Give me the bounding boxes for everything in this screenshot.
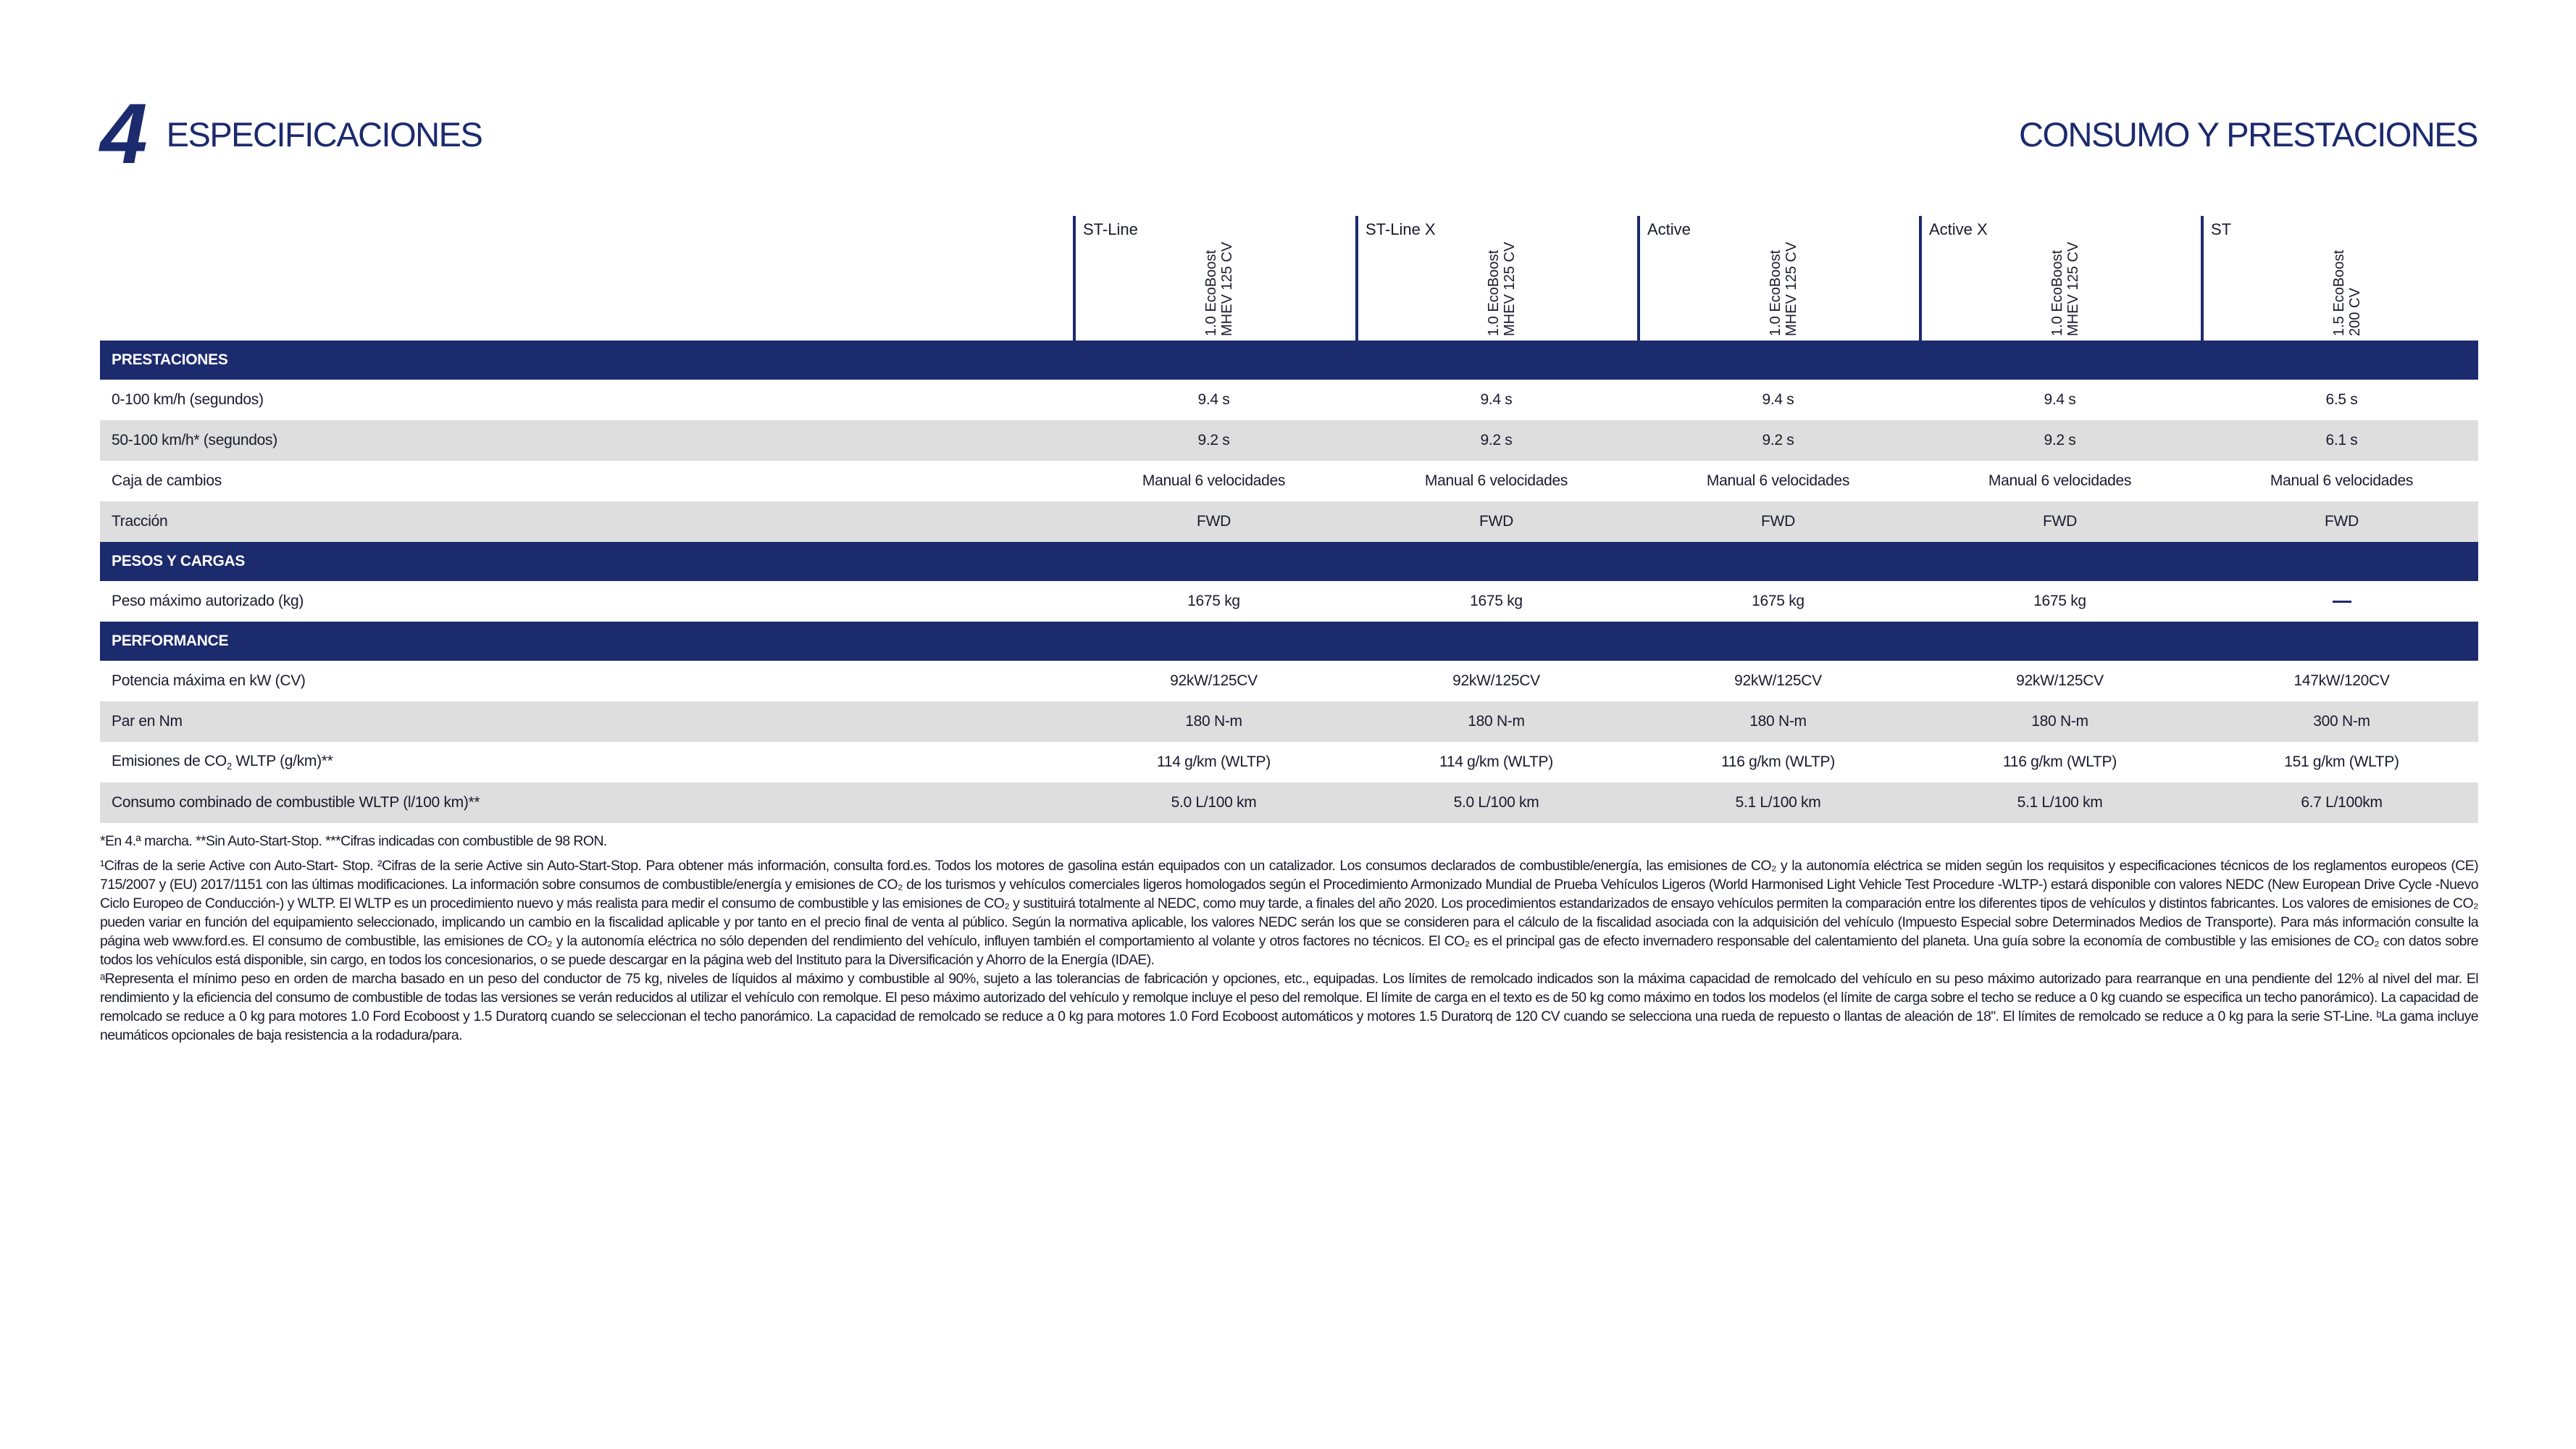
table-row [100,701,2478,742]
row-label: 50-100 km/h* (segundos) [112,432,277,448]
table-cell: 1675 kg [2033,593,2086,609]
table-cell: 9.4 s [1762,391,1794,408]
table-cell: 92kW/125CV [2016,672,2104,689]
table-cell: 114 g/km (WLTP) [1157,753,1271,770]
table-row [100,420,2478,461]
table-row [100,661,2478,701]
table-cell: 5.1 L/100 km [1735,794,1821,811]
row-label: Potencia máxima en kW (CV) [112,672,306,689]
table-cell: 5.1 L/100 km [2017,794,2103,811]
table-cell: 1675 kg [1187,593,1240,609]
section-bar-prestaciones: PRESTACIONES [100,341,2478,380]
column-name: Active X [1929,220,1988,238]
table-cell: 1675 kg [1752,593,1805,609]
row-label: 0-100 km/h (segundos) [112,391,264,408]
page-title: CONSUMO Y PRESTACIONES [2019,114,2477,154]
table-row [100,501,2478,542]
table-cell: 300 N-m [2313,713,2370,730]
table-cell: 116 g/km (WLTP) [2003,753,2117,770]
table-cell: 1675 kg [1470,593,1523,609]
table-cell: 9.4 s [2044,391,2076,408]
table-cell: 5.0 L/100 km [1171,794,1257,811]
table-cell: 9.2 s [2044,432,2076,448]
row-label: Consumo combinado de combustible WLTP (l/100 km)** [112,794,480,811]
table-cell: 92kW/125CV [1734,672,1822,689]
footnote-paragraph: ¹Cifras de la serie Active con Auto-Start- Stop. ²Cifras de la serie Active sin Auto-Start-Stop. Para obtener más información, consulta ford.es. Todos los motores de gasolina están equipados con un catalizador. Los consumos declarados de combustible/energía, las emisiones de CO₂ y la autonomía eléctrica se miden según los requisitos y especificaciones técnicos de los reglamentos europeos (CE) 715/2007 y (EU) 2017/1151 con las últimas modificaciones. La información sobre consumos de combustible/energía y emisiones de CO₂ de los turismos y vehículos comerciales ligeros homologados según el Procedimiento Armonizado Mundial de Prueba Vehículos Ligeros (World Harmonised Light Vehicle Test Procedure -WLTP-) estará disponible con valores NEDC (New European Drive Cycle -Nuevo Ciclo Europeo de Conducción-) y WLTP. El WLTP es un procedimiento nuevo y más realista para medir el consumo de combustible y las emisiones de CO₂ y sustituirá totalmente al NEDC, como muy tarde, a finales del año 2020. Los procedimientos estandarizados de ensayo vehículos permiten la comparación entre los diferentes tipos de vehículos y distintos fabricantes. Los valores de emisiones de CO₂ pueden variar en función del equipamiento seleccionado, implicando un cambio en la fiscalidad aplicable y por tanto en el precio final de venta al público. Según la normativa aplicable, los valores NEDC serán los que se consideren para el cálculo de la fiscalidad asociada con la adquisición del vehículo (Impuesto Especial sobre Determinados Medios de Transporte). Para más información consulte la página web www.ford.es. El consumo de combustible, las emisiones de CO₂ y la autonomía eléctrica no sólo dependen del rendimiento del vehículo, influyen también el comportamiento al volante y otros factores no técnicos. El CO₂ es el principal gas de efecto invernadero responsable del calentamiento del planeta. Una guía sobre la economía de combustible y las emisiones de CO₂ con datos sobre todos los vehículos está disponible, sin cargo, en todos los concesionarios, o se puede descargar en la página web del Instituto para la Diversificación y Ahorro de la Energía (IDAE). [100,858,2478,968]
table-row [100,742,2478,782]
column-header [1919,216,2201,341]
table-cell: Manual 6 velocidades [1424,472,1568,489]
table-cell: 9.4 s [1480,391,1513,408]
column-name: Active [1647,220,1691,238]
row-label: Par en Nm [112,713,183,730]
table-cell: FWD [2043,513,2077,530]
row-label: Tracción [112,513,168,530]
table-cell: 116 g/km (WLTP) [1721,753,1835,770]
table-cell: 5.0 L/100 km [1453,794,1539,811]
table-cell: Manual 6 velocidades [2270,472,2414,489]
column-engine: 1.0 EcoBoost MHEV 125 CV [1203,241,1235,336]
column-header [1073,216,1355,341]
column-name: ST-Line X [1366,220,1436,238]
table-cell: 6.5 s [2325,391,2358,408]
dash-icon [2333,601,2351,603]
footnote-paragraph: ᵃRepresenta el mínimo peso en orden de marcha basado en un peso del conductor de 75 kg, niveles de líquidos al máximo y combustible al 90%, sujeto a las tolerancias de fabricación y opciones, etc., equipadas. Los límites de remolcado indicados son la máxima capacidad de remolcado del vehículo en su peso máximo autorizado para rearranque en una pendiente del 12% al nivel del mar. El rendimiento y la eficiencia del consumo de combustible de todas las versiones se verán reducidos al utilizar el vehículo con remolque. El peso máximo autorizado del vehículo y remolque incluye el peso del remolque. El límite de carga en el texto es de 50 kg como máximo en todos los modelos (el límite de carga sobre el techo se reduce a 0 kg cuando se especifica un techo panorámico). La capacidad de remolcado se reduce a 0 kg para motores 1.0 Ford Ecoboost y 1.5 Duratorq cuando se seleccionan el techo panorámico. La capacidad de remolcado se reduce a 0 kg para motores 1.0 Ford Ecoboost automáticos y motores 1.5 Duratorq de 120 CV cuando se selecciona una rueda de repuesto o llantas de aleación de 18". El límites de remolcado se reduce a 0 kg para la serie ST-Line. ᵇLa gama incluye neumáticos opcionales de baja resistencia a la rodadura/para. [100,971,2478,1043]
column-header [2201,216,2483,341]
table-cell: 9.4 s [1197,391,1230,408]
table-cell: Manual 6 velocidades [1142,472,1286,489]
row-label: Caja de cambios [112,472,222,489]
table-row [100,461,2478,501]
table-cell: 6.7 L/100km [2301,794,2383,811]
section-number: 4 [100,86,145,182]
table-cell: 9.2 s [1762,432,1794,448]
column-header-row [100,216,2478,341]
column-name: ST [2211,220,2232,238]
table-cell: 92kW/125CV [1170,672,1258,689]
table-cell: FWD [1197,513,1231,530]
column-engine: 1.0 EcoBoost MHEV 125 CV [2049,241,2081,336]
footnote-line: *En 4.ª marcha. **Sin Auto-Start-Stop. ***Cifras indicadas con combustible de 98 RON. [100,833,607,849]
row-label: Emisiones de $CO_2$ WLTP (g/km)** [112,752,333,772]
table-cell: Manual 6 velocidades [1988,472,2132,489]
table-cell: 151 g/km (WLTP) [2284,753,2399,770]
table-cell: 147kW/120CV [2293,672,2390,689]
table-cell: 6.1 s [2325,432,2358,448]
table-cell: 114 g/km (WLTP) [1439,753,1553,770]
table-row [100,581,2478,622]
column-engine: 1.5 EcoBoost 200 CV [2331,250,2363,336]
table-cell: 9.2 s [1197,432,1230,448]
column-engine: 1.0 EcoBoost MHEV 125 CV [1768,241,1799,336]
column-header [1637,216,1919,341]
column-engine: 1.0 EcoBoost MHEV 125 CV [1486,241,1518,336]
table-row [100,380,2478,420]
table-cell: 180 N-m [1749,713,1807,730]
section-header [100,86,482,182]
table-cell-empty [2201,593,2483,610]
table-cell: 180 N-m [1185,713,1242,730]
row-label: Peso máximo autorizado (kg) [112,593,304,609]
table-row [100,782,2478,823]
table-cell: 180 N-m [1468,713,1525,730]
table-cell: 9.2 s [1480,432,1513,448]
column-header [1355,216,1637,341]
column-name: ST-Line [1083,220,1138,238]
spec-table [100,216,2478,823]
table-cell: 92kW/125CV [1452,672,1540,689]
table-cell: FWD [2325,513,2359,530]
table-cell: 180 N-m [2031,713,2088,730]
section-bar-performance: PERFORMANCE [100,622,2478,661]
footnotes [100,832,2478,1045]
table-cell: Manual 6 velocidades [1706,472,1850,489]
section-bar-pesos: PESOS Y CARGAS [100,542,2478,581]
table-cell: FWD [1479,513,1513,530]
section-title: ESPECIFICACIONES [166,114,482,154]
table-cell: FWD [1761,513,1795,530]
